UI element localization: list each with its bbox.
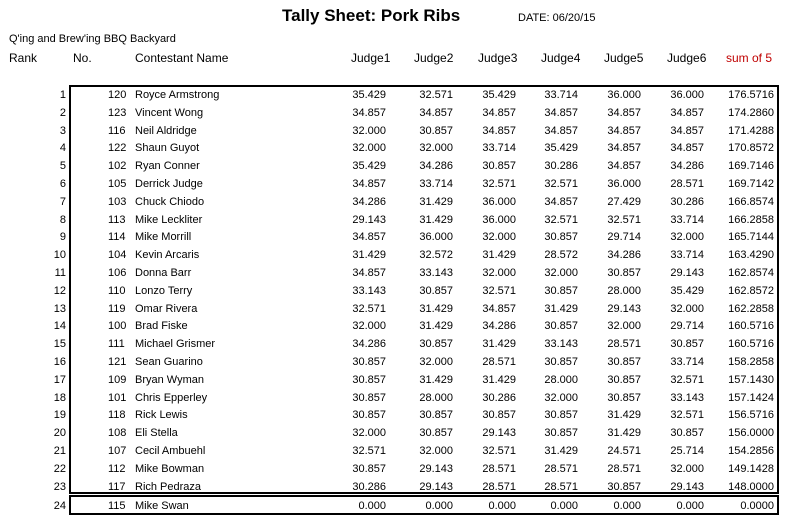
- sum-cell: 149.1428: [728, 462, 774, 475]
- rank-cell: 16: [53, 356, 66, 368]
- judge6-score-cell: 29.143: [670, 267, 704, 279]
- table-row: [0, 175, 789, 193]
- number-cell: 104: [108, 249, 127, 262]
- judge5-score-cell: 34.286: [607, 249, 641, 262]
- rank-cell: 24: [53, 500, 66, 512]
- sum-cell: 148.0000: [728, 480, 774, 493]
- number-cell: 122: [108, 142, 127, 155]
- rank-cell: 12: [53, 284, 66, 297]
- judge6-score-cell: 32.000: [670, 462, 704, 475]
- judge6-score-cell: 34.857: [670, 106, 704, 119]
- table-row: [0, 497, 789, 515]
- judge3-score-cell: 29.143: [482, 427, 516, 440]
- contestant-name-cell: Cecil Ambuehl: [135, 445, 206, 457]
- sum-cell: 154.2856: [728, 445, 774, 457]
- rank-cell: 3: [59, 124, 66, 137]
- judge1-score-cell: 34.857: [352, 106, 386, 119]
- judge3-score-cell: 30.286: [482, 391, 516, 404]
- judge5-score-cell: 29.714: [607, 231, 641, 244]
- rank-cell: 20: [53, 427, 66, 440]
- judge6-score-cell: 34.286: [670, 160, 704, 173]
- judge2-score-cell: 32.572: [419, 249, 453, 262]
- number-cell: 113: [108, 213, 126, 226]
- sum-cell: 158.2858: [728, 356, 774, 368]
- judge5-score-cell: 0.000: [613, 500, 641, 512]
- number-cell: 117: [108, 480, 126, 493]
- contestant-name-cell: Chris Epperley: [135, 391, 208, 404]
- judge4-score-cell: 32.571: [544, 178, 578, 190]
- judge5-score-cell: 34.857: [607, 160, 641, 173]
- judge5-score-cell: 24.571: [607, 445, 641, 457]
- judge6-score-cell: 30.857: [670, 427, 704, 440]
- contestant-name-cell: Royce Armstrong: [135, 89, 220, 101]
- sum-cell: 163.4290: [728, 249, 774, 262]
- table-row: [0, 300, 789, 318]
- number-cell: 111: [108, 338, 125, 351]
- judge1-score-cell: 32.000: [352, 124, 386, 137]
- judge6-score-cell: 33.714: [670, 356, 704, 368]
- judge3-score-cell: 34.857: [482, 124, 516, 137]
- col-header-sum: sum of 5: [726, 51, 773, 65]
- col-header-judge5: Judge5: [604, 51, 644, 65]
- contestant-name-cell: Mike Swan: [135, 500, 189, 512]
- judge1-score-cell: 31.429: [352, 249, 386, 262]
- judge2-score-cell: 30.857: [419, 427, 453, 440]
- contestant-name-cell: Bryan Wyman: [135, 373, 204, 386]
- judge3-score-cell: 31.429: [482, 249, 516, 262]
- sum-cell: 166.2858: [728, 213, 774, 226]
- judge5-score-cell: 30.857: [607, 373, 641, 386]
- judge1-score-cell: 32.571: [352, 302, 386, 315]
- rank-cell: 7: [59, 195, 66, 208]
- sum-cell: 0.0000: [740, 500, 774, 512]
- rank-cell: 2: [59, 106, 66, 119]
- judge2-score-cell: 36.000: [419, 231, 453, 244]
- table-row: [0, 86, 789, 104]
- number-cell: 119: [108, 302, 126, 315]
- rank-cell: 18: [53, 391, 66, 404]
- table-row: [0, 335, 789, 353]
- rank-cell: 5: [59, 160, 66, 173]
- judge6-score-cell: 33.143: [670, 391, 704, 404]
- table-row: [0, 193, 789, 211]
- rank-cell: 4: [59, 142, 66, 155]
- judge5-score-cell: 31.429: [607, 427, 641, 440]
- judge2-score-cell: 30.857: [419, 284, 453, 297]
- table-row: [0, 478, 789, 496]
- judge2-score-cell: 33.143: [419, 267, 453, 279]
- contestant-name-cell: Kevin Arcaris: [135, 249, 200, 262]
- judge2-score-cell: 28.000: [419, 391, 453, 404]
- number-cell: 120: [108, 89, 127, 101]
- rank-cell: 9: [59, 231, 66, 244]
- judge1-score-cell: 34.857: [352, 178, 386, 190]
- number-cell: 108: [108, 427, 127, 440]
- judge4-score-cell: 35.429: [544, 142, 578, 155]
- judge2-score-cell: 34.857: [419, 106, 453, 119]
- judge1-score-cell: 32.000: [352, 320, 386, 333]
- judge4-score-cell: 0.000: [550, 500, 578, 512]
- judge2-score-cell: 30.857: [419, 409, 453, 422]
- judge1-score-cell: 34.286: [352, 195, 386, 208]
- rank-cell: 13: [53, 302, 66, 315]
- judge5-score-cell: 36.000: [607, 178, 641, 190]
- judge5-score-cell: 29.143: [607, 302, 641, 315]
- judge6-score-cell: 29.143: [670, 480, 704, 493]
- judge4-score-cell: 33.714: [544, 89, 578, 101]
- number-cell: 105: [108, 178, 127, 190]
- judge6-score-cell: 25.714: [670, 445, 704, 457]
- judge4-score-cell: 28.571: [544, 462, 578, 475]
- judge1-score-cell: 32.000: [352, 427, 386, 440]
- number-cell: 121: [108, 356, 127, 368]
- table-row: [0, 389, 789, 407]
- contestant-name-cell: Rich Pedraza: [135, 480, 202, 493]
- contestant-name-cell: Mike Leckliter: [135, 213, 203, 226]
- event-name: Q'ing and Brew'ing BBQ Backyard: [9, 33, 176, 45]
- rank-cell: 6: [59, 178, 66, 190]
- table-row: [0, 317, 789, 335]
- sum-cell: 157.1424: [728, 391, 774, 404]
- judge2-score-cell: 32.571: [419, 89, 453, 101]
- judge1-score-cell: 30.857: [352, 356, 386, 368]
- table-row: [0, 371, 789, 389]
- judge2-score-cell: 29.143: [419, 462, 453, 475]
- judge1-score-cell: 34.286: [352, 338, 386, 351]
- judge3-score-cell: 28.571: [482, 462, 516, 475]
- sheet-date: DATE: 06/20/15: [518, 12, 596, 24]
- rank-cell: 14: [53, 320, 66, 333]
- judge3-score-cell: 36.000: [482, 195, 516, 208]
- judge3-score-cell: 34.286: [482, 320, 516, 333]
- judge1-score-cell: 30.857: [352, 462, 386, 475]
- contestant-name-cell: Brad Fiske: [135, 320, 188, 333]
- sum-cell: 162.8572: [728, 284, 774, 297]
- contestant-name-cell: Lonzo Terry: [135, 284, 193, 297]
- judge1-score-cell: 32.571: [352, 445, 386, 457]
- number-cell: 100: [108, 320, 127, 333]
- judge3-score-cell: 34.857: [482, 106, 516, 119]
- contestant-name-cell: Mike Bowman: [135, 462, 205, 475]
- table-row: [0, 424, 789, 442]
- judge2-score-cell: 29.143: [419, 480, 453, 493]
- judge1-score-cell: 34.857: [352, 267, 386, 279]
- col-header-judge6: Judge6: [667, 51, 707, 65]
- sum-cell: 156.0000: [728, 427, 774, 440]
- judge1-score-cell: 29.143: [352, 213, 386, 226]
- sum-cell: 160.5716: [728, 338, 774, 351]
- col-header-judge2: Judge2: [414, 51, 454, 65]
- contestant-name-cell: Shaun Guyot: [135, 142, 200, 155]
- judge1-score-cell: 30.857: [352, 373, 386, 386]
- judge6-score-cell: 32.571: [670, 373, 704, 386]
- judge3-score-cell: 31.429: [482, 338, 516, 351]
- table-row: [0, 460, 789, 478]
- judge4-score-cell: 30.857: [544, 231, 578, 244]
- judge3-score-cell: 32.000: [482, 267, 516, 279]
- rank-cell: 10: [53, 249, 66, 262]
- judge1-score-cell: 0.000: [358, 500, 386, 512]
- judge2-score-cell: 31.429: [419, 373, 453, 386]
- contestant-name-cell: Sean Guarino: [135, 356, 203, 368]
- judge5-score-cell: 31.429: [607, 409, 641, 422]
- rank-cell: 22: [53, 462, 66, 475]
- rank-cell: 19: [53, 409, 66, 422]
- judge4-score-cell: 34.857: [544, 124, 578, 137]
- rank-cell: 23: [53, 480, 66, 493]
- number-cell: 118: [108, 409, 126, 422]
- number-cell: 106: [108, 267, 127, 279]
- contestant-name-cell: Vincent Wong: [135, 106, 204, 119]
- sum-cell: 170.8572: [728, 142, 774, 155]
- judge3-score-cell: 28.571: [482, 356, 516, 368]
- number-cell: 112: [108, 462, 126, 475]
- judge4-score-cell: 34.857: [544, 106, 578, 119]
- col-header-rank: Rank: [9, 51, 38, 65]
- sum-cell: 160.5716: [728, 320, 774, 333]
- judge5-score-cell: 30.857: [607, 480, 641, 493]
- judge5-score-cell: 27.429: [607, 195, 641, 208]
- number-cell: 109: [108, 373, 127, 386]
- sum-cell: 165.7144: [728, 231, 774, 244]
- contestant-name-cell: Chuck Chiodo: [135, 195, 205, 208]
- judge4-score-cell: 30.286: [544, 160, 578, 173]
- col-header-name: Contestant Name: [135, 51, 229, 65]
- judge6-score-cell: 30.286: [670, 195, 704, 208]
- judge4-score-cell: 34.857: [544, 195, 578, 208]
- judge4-score-cell: 31.429: [544, 302, 578, 315]
- judge4-score-cell: 30.857: [544, 320, 578, 333]
- judge3-score-cell: 32.000: [482, 231, 516, 244]
- sum-cell: 171.4288: [728, 124, 774, 137]
- judge6-score-cell: 35.429: [670, 284, 704, 297]
- sum-cell: 166.8574: [728, 195, 774, 208]
- rank-cell: 1: [59, 89, 66, 101]
- judge3-score-cell: 0.000: [488, 500, 516, 512]
- contestant-name-cell: Michael Grismer: [135, 338, 216, 351]
- judge1-score-cell: 30.857: [352, 391, 386, 404]
- judge4-score-cell: 32.000: [544, 267, 578, 279]
- table-row: [0, 353, 789, 371]
- number-cell: 102: [108, 160, 127, 173]
- judge3-score-cell: 30.857: [482, 160, 516, 173]
- judge3-score-cell: 34.857: [482, 302, 516, 315]
- sum-cell: 169.7146: [728, 160, 774, 173]
- judge3-score-cell: 32.571: [482, 284, 516, 297]
- sum-cell: 157.1430: [728, 373, 774, 386]
- judge2-score-cell: 32.000: [419, 356, 453, 368]
- judge5-score-cell: 34.857: [607, 124, 641, 137]
- contestant-name-cell: Neil Aldridge: [135, 124, 197, 137]
- judge5-score-cell: 36.000: [607, 89, 641, 101]
- judge5-score-cell: 30.857: [607, 356, 641, 368]
- judge5-score-cell: 30.857: [607, 267, 641, 279]
- judge6-score-cell: 32.000: [670, 302, 704, 315]
- number-cell: 123: [108, 106, 127, 119]
- judge4-score-cell: 30.857: [544, 284, 578, 297]
- judge6-score-cell: 0.000: [676, 500, 704, 512]
- judge2-score-cell: 32.000: [419, 445, 453, 457]
- table-row: [0, 139, 789, 157]
- rank-cell: 21: [53, 445, 66, 457]
- judge4-score-cell: 28.572: [544, 249, 578, 262]
- col-header-judge4: Judge4: [541, 51, 581, 65]
- judge1-score-cell: 32.000: [352, 142, 386, 155]
- judge3-score-cell: 31.429: [482, 373, 516, 386]
- judge6-score-cell: 36.000: [670, 89, 704, 101]
- judge6-score-cell: 32.571: [670, 409, 704, 422]
- judge2-score-cell: 31.429: [419, 302, 453, 315]
- rank-cell: 8: [59, 213, 66, 226]
- sum-cell: 162.2858: [728, 302, 774, 315]
- table-row: [0, 246, 789, 264]
- contestant-name-cell: Mike Morrill: [135, 231, 192, 244]
- judge1-score-cell: 33.143: [352, 284, 386, 297]
- rank-cell: 11: [54, 267, 66, 279]
- table-row: [0, 211, 789, 229]
- judge4-score-cell: 30.857: [544, 409, 578, 422]
- number-cell: 110: [108, 284, 126, 297]
- table-row: [0, 282, 789, 300]
- table-row: [0, 442, 789, 460]
- judge4-score-cell: 28.000: [544, 373, 578, 386]
- contestant-name-cell: Derrick Judge: [135, 178, 203, 190]
- judge3-score-cell: 33.714: [482, 142, 516, 155]
- table-row: [0, 104, 789, 122]
- judge5-score-cell: 28.571: [607, 338, 641, 351]
- sum-cell: 156.5716: [728, 409, 774, 422]
- contestant-name-cell: Omar Rivera: [135, 302, 198, 315]
- judge1-score-cell: 30.857: [352, 409, 386, 422]
- table-row: [0, 122, 789, 140]
- contestant-name-cell: Ryan Conner: [135, 160, 200, 173]
- judge6-score-cell: 29.714: [670, 320, 704, 333]
- judge4-score-cell: 30.857: [544, 427, 578, 440]
- judge6-score-cell: 33.714: [670, 213, 704, 226]
- judge2-score-cell: 31.429: [419, 320, 453, 333]
- judge1-score-cell: 34.857: [352, 231, 386, 244]
- judge6-score-cell: 28.571: [670, 178, 704, 190]
- judge4-score-cell: 31.429: [544, 445, 578, 457]
- judge2-score-cell: 33.714: [419, 178, 453, 190]
- judge6-score-cell: 34.857: [670, 124, 704, 137]
- judge4-score-cell: 30.857: [544, 356, 578, 368]
- sum-cell: 162.8574: [728, 267, 774, 279]
- judge2-score-cell: 30.857: [419, 338, 453, 351]
- judge5-score-cell: 34.857: [607, 142, 641, 155]
- number-cell: 114: [108, 231, 126, 244]
- number-cell: 101: [108, 391, 127, 404]
- number-cell: 116: [108, 124, 126, 137]
- judge2-score-cell: 0.000: [425, 500, 453, 512]
- judge4-score-cell: 32.571: [544, 213, 578, 226]
- sum-cell: 169.7142: [728, 178, 774, 190]
- judge5-score-cell: 34.857: [607, 106, 641, 119]
- judge6-score-cell: 34.857: [670, 142, 704, 155]
- table-row: [0, 157, 789, 175]
- contestant-name-cell: Donna Barr: [135, 267, 192, 279]
- contestant-name-cell: Rick Lewis: [135, 409, 188, 422]
- judge5-score-cell: 30.857: [607, 391, 641, 404]
- judge6-score-cell: 32.000: [670, 231, 704, 244]
- judge3-score-cell: 30.857: [482, 409, 516, 422]
- judge1-score-cell: 30.286: [352, 480, 386, 493]
- judge3-score-cell: 36.000: [482, 213, 516, 226]
- judge2-score-cell: 31.429: [419, 213, 453, 226]
- judge6-score-cell: 33.714: [670, 249, 704, 262]
- table-row: [0, 264, 789, 282]
- judge1-score-cell: 35.429: [352, 160, 386, 173]
- judge4-score-cell: 33.143: [544, 338, 578, 351]
- number-cell: 107: [108, 445, 127, 457]
- judge5-score-cell: 28.571: [607, 462, 641, 475]
- judge4-score-cell: 32.000: [544, 391, 578, 404]
- table-row: [0, 406, 789, 424]
- judge5-score-cell: 32.000: [607, 320, 641, 333]
- sheet-title: Tally Sheet: Pork Ribs: [282, 6, 461, 25]
- rank-cell: 17: [53, 373, 66, 386]
- number-cell: 103: [108, 195, 127, 208]
- sum-cell: 176.5716: [728, 89, 774, 101]
- judge3-score-cell: 28.571: [482, 480, 516, 493]
- judge2-score-cell: 34.286: [419, 160, 453, 173]
- judge2-score-cell: 31.429: [419, 195, 453, 208]
- judge1-score-cell: 35.429: [352, 89, 386, 101]
- number-cell: 115: [108, 500, 126, 512]
- judge2-score-cell: 32.000: [419, 142, 453, 155]
- rank-cell: 15: [53, 338, 66, 351]
- col-header-judge3: Judge3: [478, 51, 518, 65]
- col-header-judge1: Judge1: [351, 51, 391, 65]
- judge5-score-cell: 28.000: [607, 284, 641, 297]
- sum-cell: 174.2860: [728, 106, 774, 119]
- table-row: [0, 228, 789, 246]
- judge6-score-cell: 30.857: [670, 338, 704, 351]
- judge4-score-cell: 28.571: [544, 480, 578, 493]
- judge2-score-cell: 30.857: [419, 124, 453, 137]
- judge5-score-cell: 32.571: [607, 213, 641, 226]
- col-header-no: No.: [73, 51, 92, 65]
- contestant-name-cell: Eli Stella: [135, 427, 178, 440]
- judge3-score-cell: 32.571: [482, 445, 516, 457]
- judge3-score-cell: 35.429: [482, 89, 516, 101]
- judge3-score-cell: 32.571: [482, 178, 516, 190]
